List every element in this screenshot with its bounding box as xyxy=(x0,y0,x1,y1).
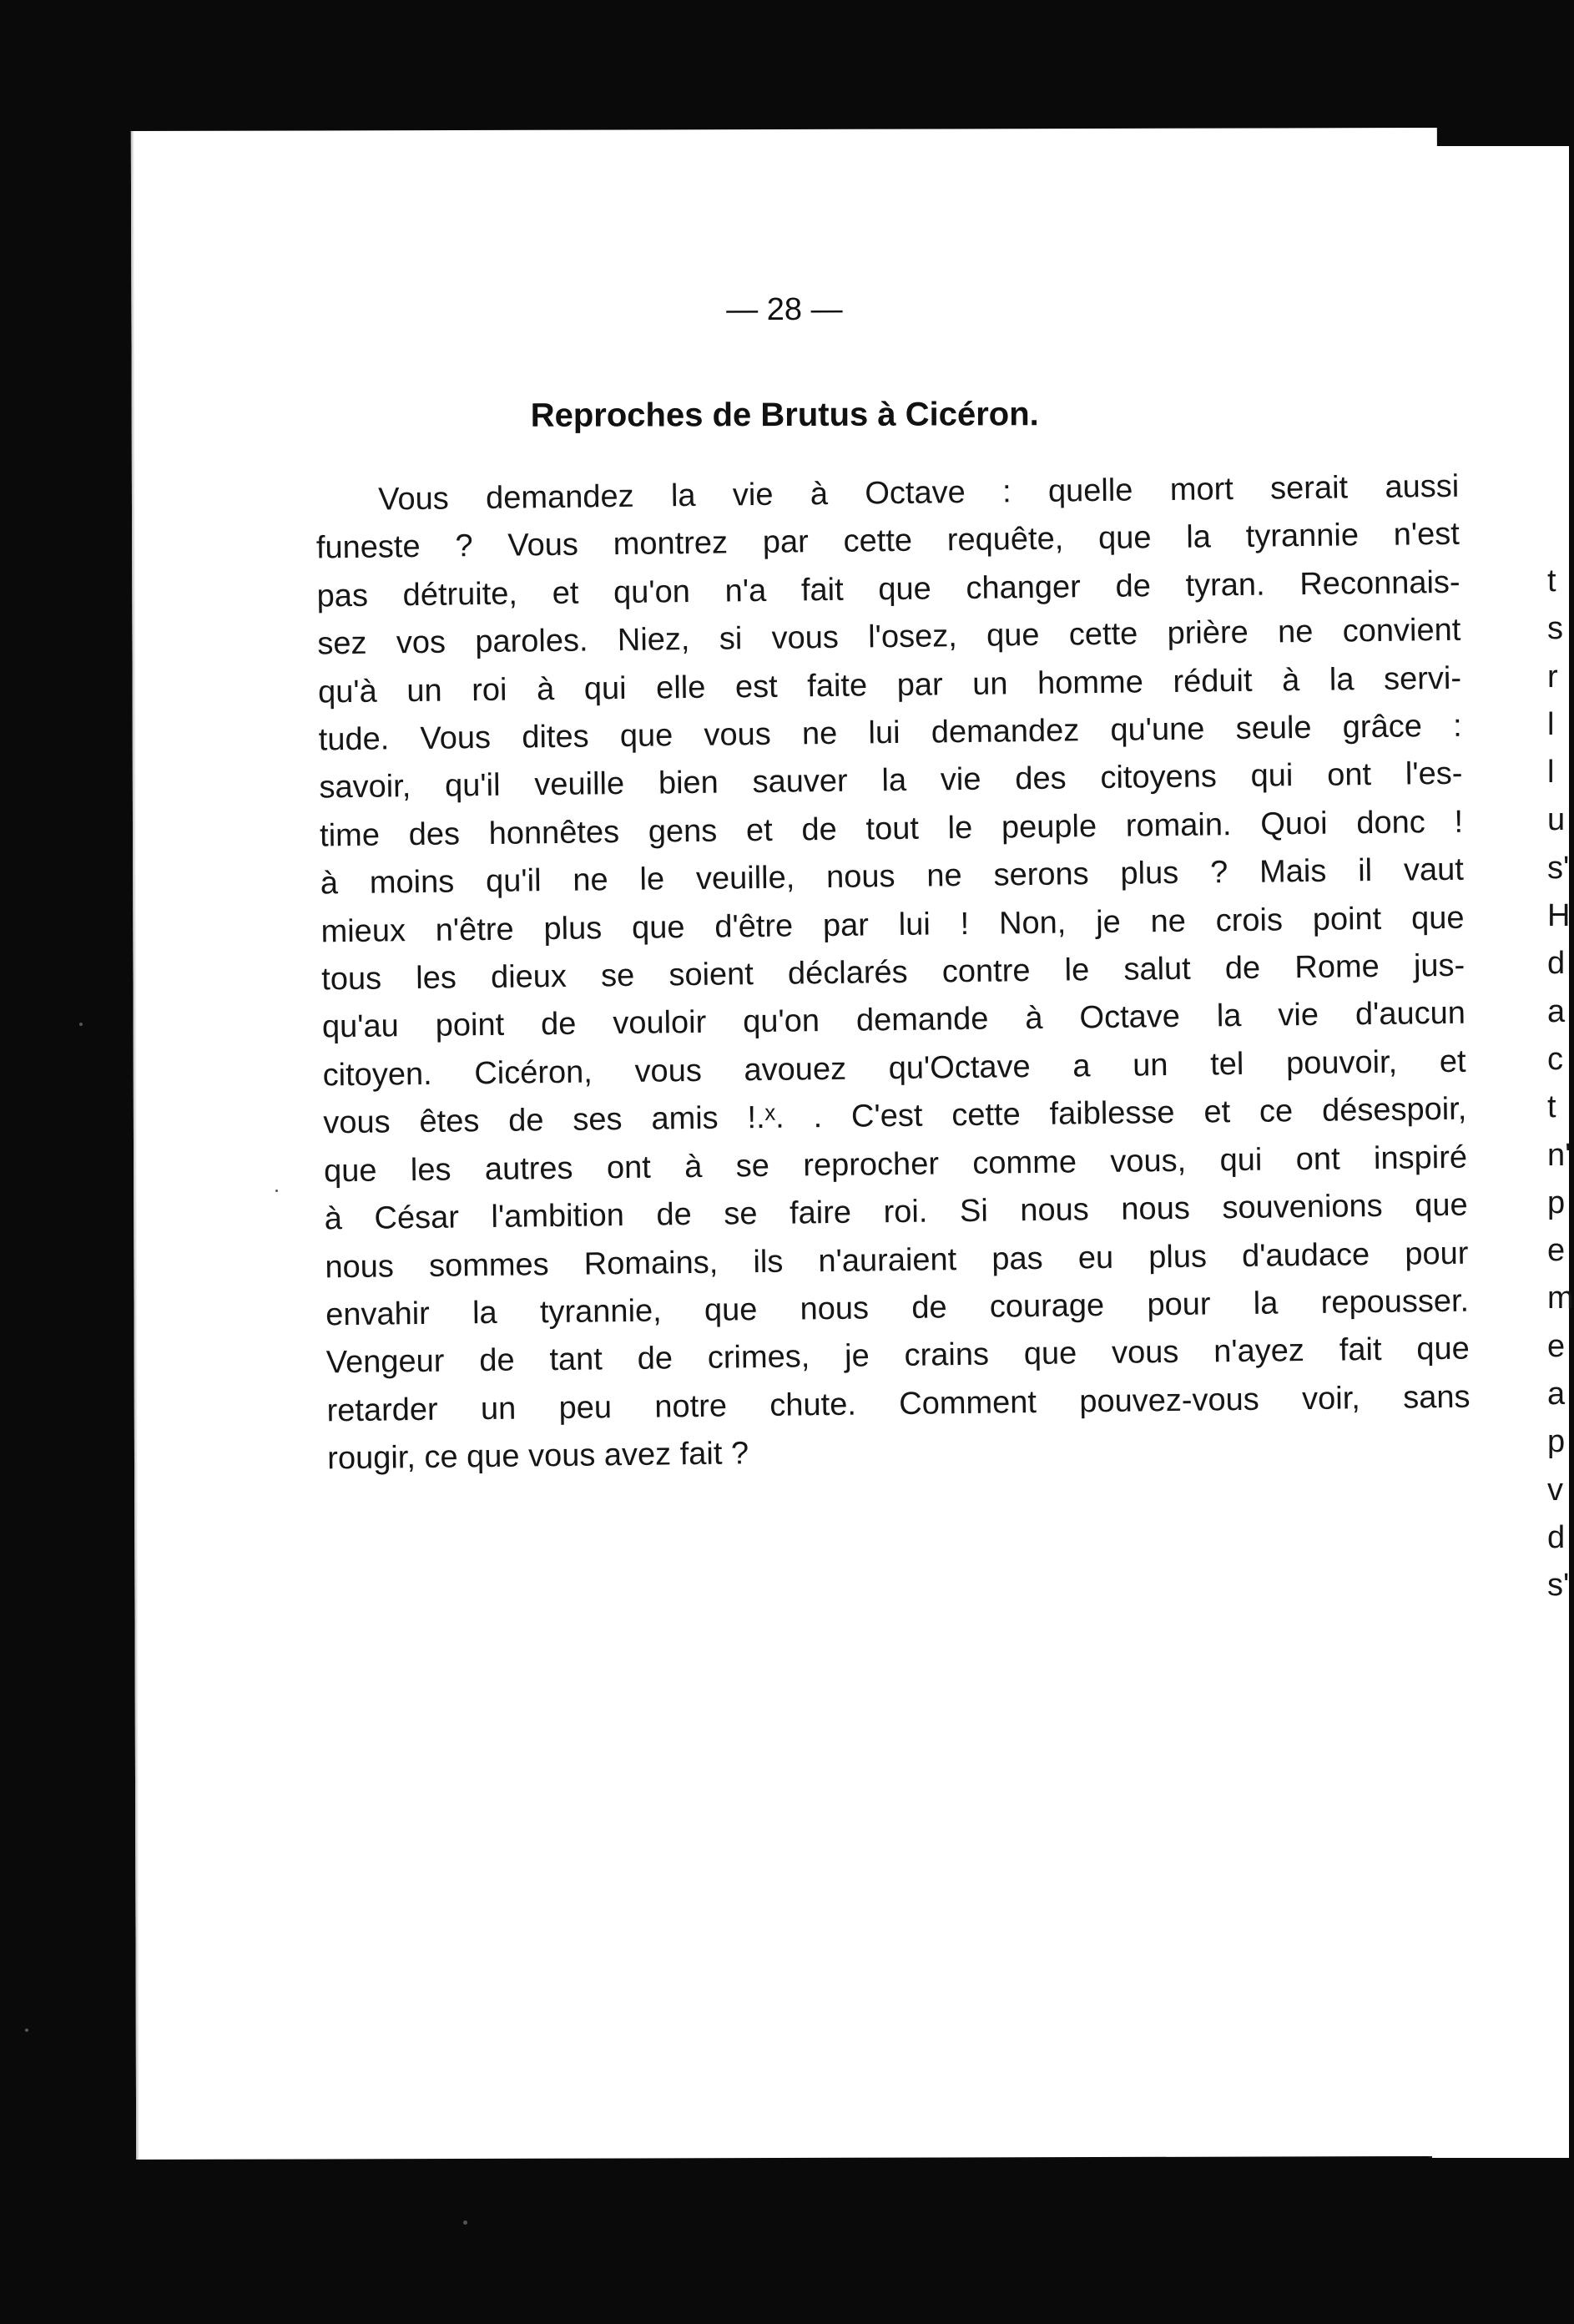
facing-line-fragment: H xyxy=(1547,898,1571,934)
facing-line-fragment: n' xyxy=(1547,1137,1571,1173)
facing-line-fragment: a xyxy=(1547,993,1566,1029)
text-line: envahir la tyrannie, que nous de courage pour la repousser. xyxy=(325,1283,1470,1333)
facing-line-fragment: u xyxy=(1547,802,1566,838)
facing-line-fragment: p xyxy=(1547,1185,1566,1220)
facing-line-fragment: m xyxy=(1547,1281,1574,1316)
scan-speck xyxy=(275,1190,278,1192)
facing-line-fragment: s' xyxy=(1547,850,1570,886)
facing-line-fragment: a xyxy=(1547,1377,1566,1412)
text-line: rougir, ce que vous avez fait ? xyxy=(327,1436,749,1477)
text-line: time des honnêtes gens et de tout le peuple romain. Quoi donc ! xyxy=(319,804,1464,854)
facing-page-text xyxy=(1547,558,1574,1610)
text-line: qu'à un roi à qui elle est faite par un homme réduit à la servi- xyxy=(317,660,1462,710)
facing-line-fragment: t xyxy=(1547,563,1556,599)
text-line: que les autres ont à se reprocher comme vous, qui ont inspiré xyxy=(323,1139,1468,1190)
facing-line-fragment: l xyxy=(1547,706,1555,742)
text-line: nous sommes Romains, ils n'auraient pas eu plus d'audace pour xyxy=(325,1235,1469,1285)
facing-line-fragment: s' xyxy=(1547,1568,1570,1604)
text-line: tude. Vous dites que vous ne lui demandez qu'une seule grâce : xyxy=(318,708,1462,758)
section-title: Reproches de Brutus à Cicéron. xyxy=(530,396,1039,434)
body-text xyxy=(315,463,1471,1483)
facing-line-fragment: d xyxy=(1547,1519,1566,1555)
text-line: vous êtes de ses amis !.ˣ. . C'est cette faiblesse et ce désespoir, xyxy=(323,1091,1467,1141)
text-line: mieux n'être plus que d'être par lui ! Non, je ne crois point que xyxy=(320,900,1465,950)
text-line: à César l'ambition de se faire roi. Si nous nous souvenions que xyxy=(324,1187,1468,1237)
scan-speck xyxy=(463,2220,467,2225)
facing-line-fragment: c xyxy=(1547,1041,1563,1077)
facing-line-fragment: v xyxy=(1547,1472,1563,1508)
scan-speck xyxy=(79,1023,83,1026)
text-line: sez vos paroles. Niez, si vous l'osez, que cette prière ne convient xyxy=(317,612,1461,662)
facing-line-fragment: s xyxy=(1547,611,1563,647)
text-line: savoir, qu'il veuille bien sauver la vie des citoyens qui ont l'es- xyxy=(319,756,1463,806)
text-line: pas détruite, et qu'on n'a fait que changer de tyran. Reconnais- xyxy=(316,564,1460,614)
text-line: Vous demandez la vie à Octave : quelle mort serait aussi xyxy=(377,468,1460,518)
facing-line-fragment: l xyxy=(1547,755,1555,791)
text-line: citoyen. Cicéron, vous avouez qu'Octave a un tel pouvoir, et xyxy=(322,1043,1466,1094)
text-line: à moins qu'il ne le veuille, nous ne serons plus ? Mais il vaut xyxy=(320,851,1465,902)
text-line: qu'au point de vouloir qu'on demande à Octave la vie d'aucun xyxy=(321,996,1466,1045)
facing-line-fragment: e xyxy=(1547,1328,1566,1364)
text-line: Vengeur de tant de crimes, je crains que vous n'ayez fait que xyxy=(325,1331,1471,1381)
book-page xyxy=(131,128,1471,2160)
facing-line-fragment: t xyxy=(1547,1089,1556,1125)
text-line: tous les dieux se soient déclarés contre le salut de Rome jus- xyxy=(321,947,1466,998)
facing-line-fragment: d xyxy=(1547,946,1566,982)
text-line: retarder un peu notre chute. Comment pouvez-vous voir, sans xyxy=(326,1379,1471,1429)
text-line: funeste ? Vous montrez par cette requête, que la tyrannie n'est xyxy=(315,517,1460,566)
scan-speck xyxy=(25,2028,28,2032)
facing-line-fragment: e xyxy=(1547,1233,1566,1269)
facing-line-fragment: r xyxy=(1547,659,1558,695)
page-number: — 28 — xyxy=(726,291,843,328)
facing-line-fragment: p xyxy=(1547,1424,1566,1460)
